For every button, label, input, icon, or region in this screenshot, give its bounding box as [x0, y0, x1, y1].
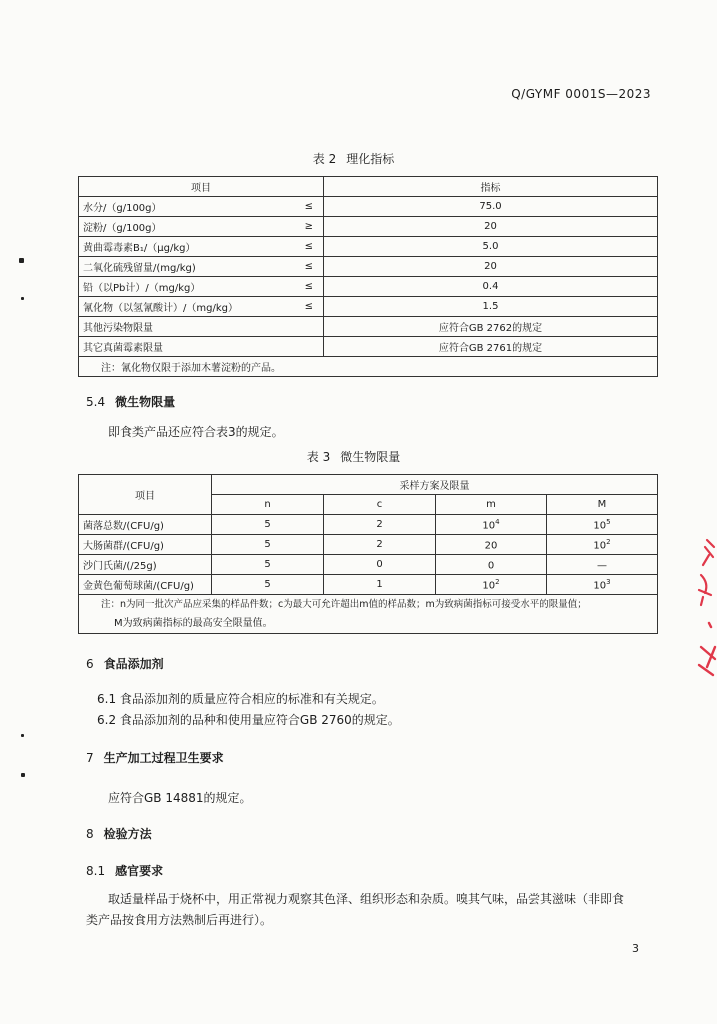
table-row [79, 337, 658, 357]
table2-number: 表 2 [312, 152, 337, 166]
section-title: 生产加工过程卫生要求 [103, 751, 224, 765]
table2-item: 二氧化硫残留量/(mg/kg) [79, 257, 279, 277]
table3-m: $10^4$ [436, 515, 547, 535]
section-title: 食品添加剂 [103, 657, 164, 671]
table-row [79, 317, 658, 337]
table3-M: — [547, 555, 658, 575]
table3-c: 2 [324, 515, 436, 535]
table2-note: 注：氰化物仅限于添加木薯淀粉的产品。 [79, 357, 658, 377]
table3-c: 2 [324, 535, 436, 555]
table2-sym: ≥ [279, 217, 324, 237]
table2-value: 75.0 [324, 197, 658, 217]
section-5-4-text: 即食类产品还应符合表3的规定。 [108, 425, 284, 439]
table3-c: 1 [324, 575, 436, 595]
table3-note-row [79, 595, 658, 634]
section-title: 感官要求 [115, 864, 164, 878]
table2-caption [0, 150, 717, 167]
table2-value: 20 [324, 257, 658, 277]
table3-title: 微生物限量 [340, 450, 401, 464]
table-row [79, 277, 658, 297]
table-row [79, 237, 658, 257]
table2-col-item: 项目 [79, 177, 324, 197]
table2-header-row [79, 177, 658, 197]
table2-item: 铅（以Pb计）/（mg/kg） [79, 277, 279, 297]
table3-m: $10^2$ [436, 575, 547, 595]
section-6-item: 6.1 食品添加剂的质量应符合相应的标准和有关规定。 [97, 692, 384, 706]
table2-sym: ≤ [279, 277, 324, 297]
section-number: 8.1 [86, 864, 106, 878]
table-row [79, 297, 658, 317]
table3-M: $10^5$ [547, 515, 658, 535]
scan-speck [21, 297, 24, 300]
scan-speck [21, 734, 24, 737]
table2-value: 应符合GB 2762的规定 [324, 317, 658, 337]
scan-speck [21, 773, 25, 777]
table2-item: 其他污染物限量 [79, 317, 324, 337]
table3-item: 菌落总数/(CFU/g) [79, 515, 212, 535]
section-7-text: 应符合GB 14881的规定。 [108, 791, 252, 805]
section-8-1-line1: 取适量样品于烧杯中，用正常视力观察其色泽、组织形态和杂质。嗅其气味，品尝其滋味（非即食 [108, 892, 625, 906]
table2-note-row [79, 357, 658, 377]
table3-note [79, 595, 658, 634]
table2-item: 其它真菌霉素限量 [79, 337, 324, 357]
table2-value: 1.5 [324, 297, 658, 317]
table2-value: 5.0 [324, 237, 658, 257]
section-title: 微生物限量 [115, 395, 176, 409]
table2-value: 0.4 [324, 277, 658, 297]
document-code: Q/GYMF 0001S—2023 [511, 87, 651, 101]
table3-col-plan: 采样方案及限量 [212, 475, 658, 495]
section-6-item: 6.2 食品添加剂的品种和使用量应符合GB 2760的规定。 [97, 713, 400, 727]
table3-col-n: n [212, 495, 324, 515]
section-8-1-line2: 类产品按食用方法熟制后再进行）。 [86, 913, 273, 927]
red-seal-partial [687, 535, 717, 685]
table-row [79, 197, 658, 217]
table3-col-m: m [436, 495, 547, 515]
section-number: 8 [86, 827, 94, 841]
section-7-heading [86, 749, 224, 766]
table2-col-index: 指标 [324, 177, 658, 197]
table3-caption [0, 448, 717, 465]
section-6-heading [86, 655, 164, 672]
table3-item: 金黄色葡萄球菌/(CFU/g) [79, 575, 212, 595]
table3-m: 20 [436, 535, 547, 555]
table2-item: 淀粉/（g/100g） [79, 217, 279, 237]
section-title: 检验方法 [103, 827, 152, 841]
table3-m: 0 [436, 555, 547, 575]
table2-value: 20 [324, 217, 658, 237]
table3-c: 0 [324, 555, 436, 575]
table3-number: 表 3 [306, 450, 331, 464]
table3-col-M: M [547, 495, 658, 515]
table3-M: $10^3$ [547, 575, 658, 595]
table3 [78, 474, 658, 634]
table2-sym: ≤ [279, 237, 324, 257]
table-row [79, 535, 658, 555]
table2-item: 水分/（g/100g） [79, 197, 279, 217]
table-row [79, 575, 658, 595]
table2-item: 黄曲霉毒素B₁/（μg/kg） [79, 237, 279, 257]
table-row [79, 257, 658, 277]
table-row [79, 555, 658, 575]
table2 [78, 176, 658, 377]
section-number: 5.4 [86, 395, 106, 409]
table3-note-line2: M为致病菌指标的最高安全限量值。 [114, 618, 273, 629]
table3-col-item: 项目 [79, 475, 212, 515]
table3-item: 大肠菌群/(CFU/g) [79, 535, 212, 555]
table2-title: 理化指标 [346, 152, 395, 166]
table3-header-row [79, 475, 658, 495]
table3-n: 5 [212, 535, 324, 555]
table3-n: 5 [212, 555, 324, 575]
section-5-4-heading [86, 393, 175, 410]
table-row [79, 217, 658, 237]
table3-col-c: c [324, 495, 436, 515]
table2-item: 氰化物（以氢氰酸计）/（mg/kg） [79, 297, 279, 317]
section-number: 7 [86, 751, 94, 765]
scan-speck [19, 258, 24, 263]
table2-value: 应符合GB 2761的规定 [324, 337, 658, 357]
table3-n: 5 [212, 515, 324, 535]
section-number: 6 [86, 657, 94, 671]
table3-n: 5 [212, 575, 324, 595]
section-8-1-heading [86, 862, 163, 879]
table3-note-line1: 注：n为同一批次产品应采集的样品件数；c为最大可允许超出m值的样品数；m为致病菌指标可接受水平的限量值； [101, 599, 587, 610]
table3-M: $10^2$ [547, 535, 658, 555]
table-row [79, 515, 658, 535]
table3-item: 沙门氏菌/(/25g) [79, 555, 212, 575]
table2-sym: ≤ [279, 197, 324, 217]
table2-sym: ≤ [279, 257, 324, 277]
page-number: 3 [632, 942, 639, 955]
section-8-heading [86, 825, 152, 842]
table2-sym: ≤ [279, 297, 324, 317]
